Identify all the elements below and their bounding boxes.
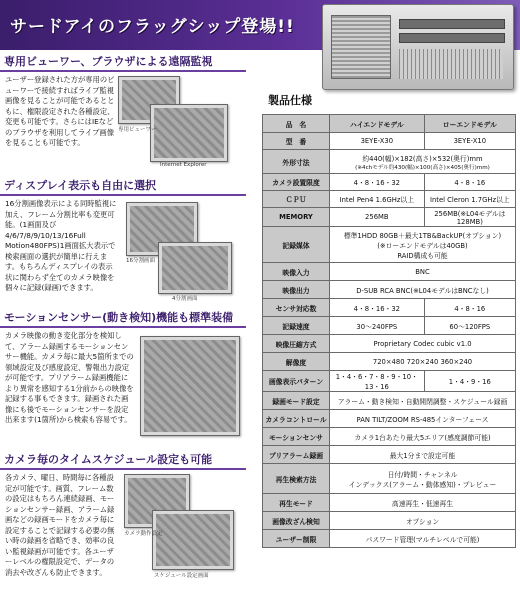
spec-value: 30～240FPS	[330, 317, 425, 335]
motion-area-screenshot	[140, 336, 240, 436]
spec-row	[263, 446, 516, 464]
feature-display-select	[0, 176, 248, 308]
feature-remote-monitoring	[0, 52, 248, 176]
spec-title: 製品仕様	[268, 94, 312, 107]
feature-motion-sensor	[0, 308, 248, 450]
spec-header-cell: 品 名	[263, 115, 330, 133]
spec-value: Intel Pen4 1.6GHz以上	[330, 191, 425, 208]
spec-column	[262, 90, 514, 548]
spec-key: プリアラーム録画	[263, 446, 330, 464]
spec-row	[263, 281, 516, 299]
spec-value: D-SUB RCA BNC(※L04モデルはBNCなし)	[330, 281, 516, 299]
spec-key: 外形寸法	[263, 150, 330, 174]
section-body: ユーザー登録された方が専用のビューワーで接続すればライブ監視画像を見ることが可能であるとともに、権限設定された各種設定、変更も可能です。さらにはIEなどのブラウザを利用してライブ画像を見ることも可能です。	[5, 75, 115, 147]
spec-value: 60～120FPS	[424, 317, 515, 335]
screenshot-caption: スケジュール設定画面	[154, 573, 209, 579]
spec-value: アラーム・動き検知・自動開閉調整・スケジュール録画	[330, 392, 516, 410]
spec-row	[263, 133, 516, 150]
spec-key: MEMORY	[263, 208, 330, 227]
spec-key: 再生検索方法	[263, 464, 330, 494]
spec-key: 画像表示パターン	[263, 371, 330, 392]
screenshot-caption: カメラ動作設定	[124, 531, 163, 537]
spec-row	[263, 464, 516, 494]
spec-key: 映像入力	[263, 263, 330, 281]
spec-row	[263, 494, 516, 512]
section-heading: 専用ビューワー、ブラウザによる遠隔監視	[0, 52, 248, 72]
spec-value: オプション	[330, 512, 516, 530]
spec-key: 再生モード	[263, 494, 330, 512]
banner-title: サードアイのフラッグシップ登場!!	[10, 17, 295, 37]
spec-value: Proprietary Codec cubic v1.0	[330, 335, 516, 353]
spec-key: 映像出力	[263, 281, 330, 299]
drive-bay	[399, 19, 505, 29]
split4-screenshot	[158, 242, 232, 294]
spec-value: 256MB(※L04モデルは128MB)	[424, 208, 515, 227]
spec-value: 4・8・16	[424, 174, 515, 191]
spec-value: 高速再生・低速再生	[330, 494, 516, 512]
spec-value: BNC	[330, 263, 516, 281]
schedule-screenshot	[152, 510, 234, 570]
spec-row	[263, 317, 516, 335]
spec-row	[263, 335, 516, 353]
spec-row	[263, 299, 516, 317]
screenshot-caption: Internet Explorer	[160, 162, 207, 168]
feature-column	[0, 52, 248, 582]
spec-value: パスワード管理(マルチレベルで可能)	[330, 530, 516, 548]
browser-screenshot	[150, 104, 228, 162]
spec-row	[263, 410, 516, 428]
spec-row	[263, 512, 516, 530]
spec-row	[263, 150, 516, 174]
spec-key: 記録媒体	[263, 227, 330, 263]
screenshot-caption: 4分割画面	[172, 296, 198, 302]
spec-key: 映像圧縮方式	[263, 335, 330, 353]
spec-key: 録画モード設定	[263, 392, 330, 410]
spec-row	[263, 263, 516, 281]
spec-value: 標準1HDD 80GB＋最大1TB&BackUP(オプション) (※ローエンドモデルは40GB) RAID構成も可能	[330, 227, 516, 263]
spec-value: 3EYE-X10	[424, 133, 515, 150]
spec-value: カメラ1台あたり最大5エリア(感度調節可能)	[330, 428, 516, 446]
spec-key: カメラコントロール	[263, 410, 330, 428]
spec-key: センサ対応数	[263, 299, 330, 317]
front-panel	[331, 15, 391, 79]
spec-value: 最大1分まで設定可能	[330, 446, 516, 464]
vent-grille	[399, 49, 503, 79]
spec-key: 型 番	[263, 133, 330, 150]
section-heading: ディスプレイ表示も自由に選択	[0, 176, 248, 196]
spec-value: 約440(幅)×182(高さ)×532(奥行)mm (※4chモデル約430(幅)×100(高さ)×405(奥行)mm)	[330, 150, 516, 174]
spec-row	[263, 530, 516, 548]
spec-value: 4・8・16・32	[330, 174, 425, 191]
spec-row	[263, 191, 516, 208]
spec-value: 4・8・16	[424, 299, 515, 317]
spec-table	[262, 114, 516, 548]
spec-key: 記録速度	[263, 317, 330, 335]
spec-row	[263, 392, 516, 410]
section-body: 各カメラ、曜日、時間毎に各種設定が可能です。画質、フレーム数の設定はもちろん連続録画、モーションセンサー録画、アラーム録画などの録画モードをカメラ毎に設定することで記録する必要の無い時の録画を省略でき、効率の良い監視録画が可能です。各ユーザーレベルの権限設定で、データの消去や改ざんも防止できます。	[5, 473, 115, 577]
spec-key: 画像改ざん検知	[263, 512, 330, 530]
spec-row	[263, 208, 516, 227]
spec-header-cell: ローエンドモデル	[424, 115, 515, 133]
spec-value: 日付/時間・チャンネル インデックス(アラーム・動体感知)・プレビュー	[330, 464, 516, 494]
spec-row	[263, 371, 516, 392]
spec-row	[263, 227, 516, 263]
spec-key: 解像度	[263, 353, 330, 371]
spec-value: 256MB	[330, 208, 425, 227]
spec-key: モーションセンサ	[263, 428, 330, 446]
spec-value: 1・4・6・7・8・9・10・13・16	[330, 371, 425, 392]
spec-header-cell: ハイエンドモデル	[330, 115, 425, 133]
spec-value: 1・4・9・16	[424, 371, 515, 392]
section-body: カメラ映像の動き変化部分を検知して、アラーム録画するモーションセンサー機能。カメラ毎に最大5箇所までの領域設定及び感度設定、警報出力設定が可能です。プリアラーム録画機能により異常を感知する1分前からの映像を記録する事もできます。録画された画像にも後でモーションセンサーを設定出来ます(1箇所)から検索も容易です。	[5, 331, 134, 424]
server-product-image	[322, 4, 514, 90]
section-body: 16分割画像表示による同時監視に加え、フレーム分割比率も変更可能。(1画面及び4/6/7/8/9/10/13/16Full Motion480FPS)1画面拡大表示で検索画面の選択が簡単に行えます。もちろんディスプレイの表示状に関わらず全てのカメラ映像を個々に記録(録画)できます。	[5, 199, 117, 292]
spec-value: Intel Cleron 1.7GHz以上	[424, 191, 515, 208]
screenshot-caption: 16分割画面	[126, 258, 155, 264]
spec-row	[263, 174, 516, 191]
spec-value: 720×480 720×240 360×240	[330, 353, 516, 371]
spec-value: 3EYE-X30	[330, 133, 425, 150]
screenshot-caption: 専用ビューワー	[118, 127, 157, 133]
spec-key: ユーザー制限	[263, 530, 330, 548]
drive-bay	[399, 33, 505, 43]
spec-value: PAN TILT/ZOOM RS-485インターフェース	[330, 410, 516, 428]
section-heading: モーションセンサー(動き検知)機能も標準装備	[0, 308, 248, 328]
feature-schedule	[0, 450, 248, 582]
spec-value: 4・8・16・32	[330, 299, 425, 317]
section-heading: カメラ毎のタイムスケジュール設定も可能	[0, 450, 248, 470]
spec-row	[263, 428, 516, 446]
spec-key: カメラ設置限度	[263, 174, 330, 191]
spec-key: ＣＰＵ	[263, 191, 330, 208]
spec-row	[263, 353, 516, 371]
spec-header-row	[263, 115, 516, 133]
